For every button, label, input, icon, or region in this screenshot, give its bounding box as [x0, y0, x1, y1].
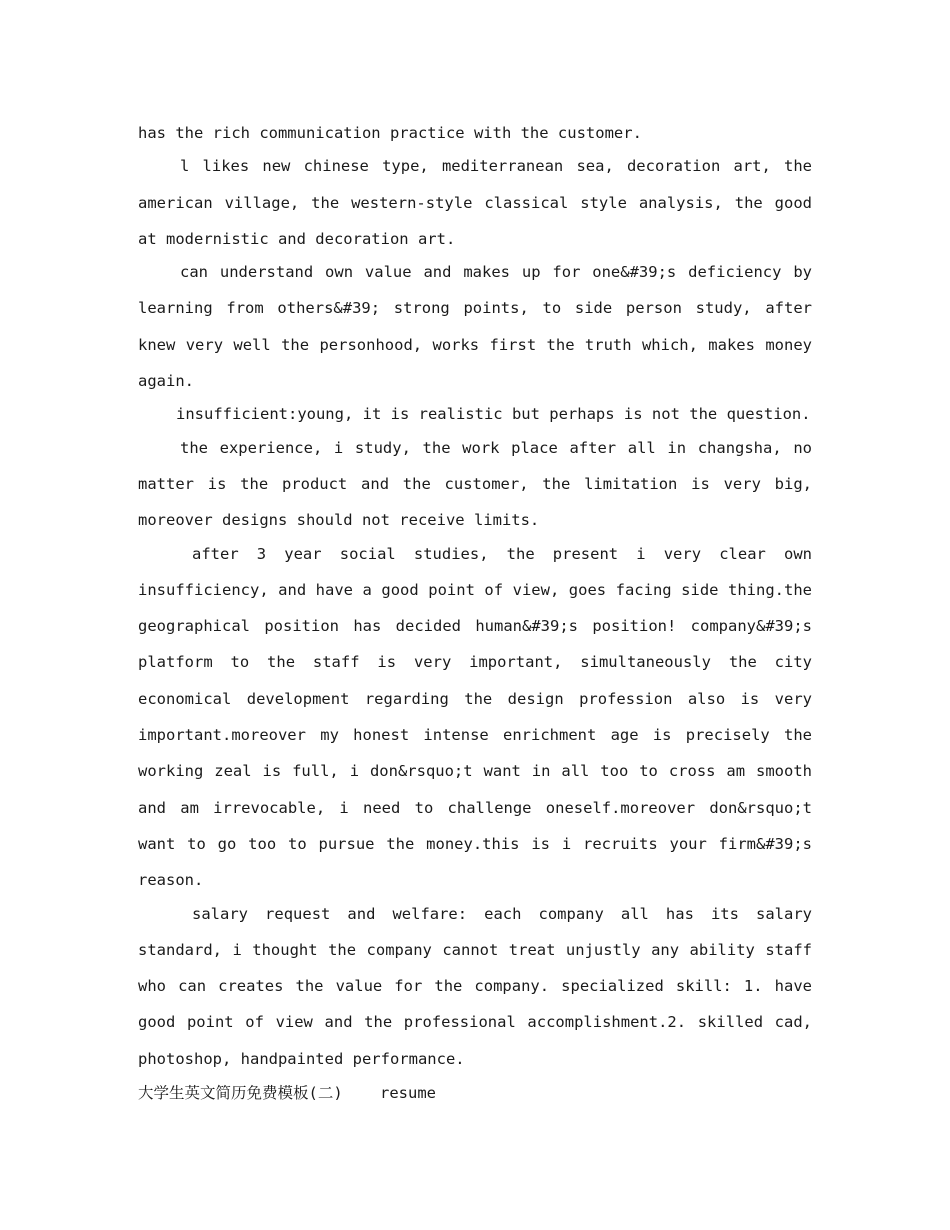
paragraph-self-value: can understand own value and makes up for one&#39;s deficiency by learning from others&#39; strong points, to side person study, after knew very well the personhood, works first the truth which, makes money again.: [138, 263, 812, 391]
resume-template-heading: 大学生英文简历免费模板(二) resume: [138, 1084, 436, 1103]
paragraph-style-preferences: l likes new chinese type, mediterranean sea, decoration art, the american village, the western-style classical style analysis, the good at modernistic and decoration art.: [138, 157, 812, 248]
paragraph-social-studies: after 3 year social studies, the present i very clear own insufficiency, and have a good point of view, goes facing side thing.the geographical position has decided human&#39;s position! company&#39;s platform to the staff is very important, simultaneously the city economical development regarding the design profession also is very important.moreover my honest intense enrichment age is precisely the working zeal is full, i don&rsquo;t want in all too to cross am smooth and am irrevocable, i need to challenge oneself.moreover don&rsquo;t want to go too to pursue the money.this is i recruits your firm&#39;s reason.: [138, 544, 812, 890]
paragraph-communication: has the rich communication practice with the customer.: [138, 124, 642, 142]
paragraph-insufficient: insufficient:young, it is realistic but perhaps is not the question.: [176, 405, 811, 424]
document-body: [138, 115, 812, 1111]
paragraph-experience: the experience, i study, the work place after all in changsha, no matter is the product and the customer, the limitation is very big, moreover designs should not receive limits.: [138, 438, 812, 530]
paragraph-salary-skills: salary request and welfare: each company all has its salary standard, i thought the company cannot treat unjustly any ability staff who can creates the value for the company. specialized skill: 1. have good point of view and the professional accomplishment.2. skilled cad, photoshop, handpainted performance.: [138, 904, 812, 1068]
